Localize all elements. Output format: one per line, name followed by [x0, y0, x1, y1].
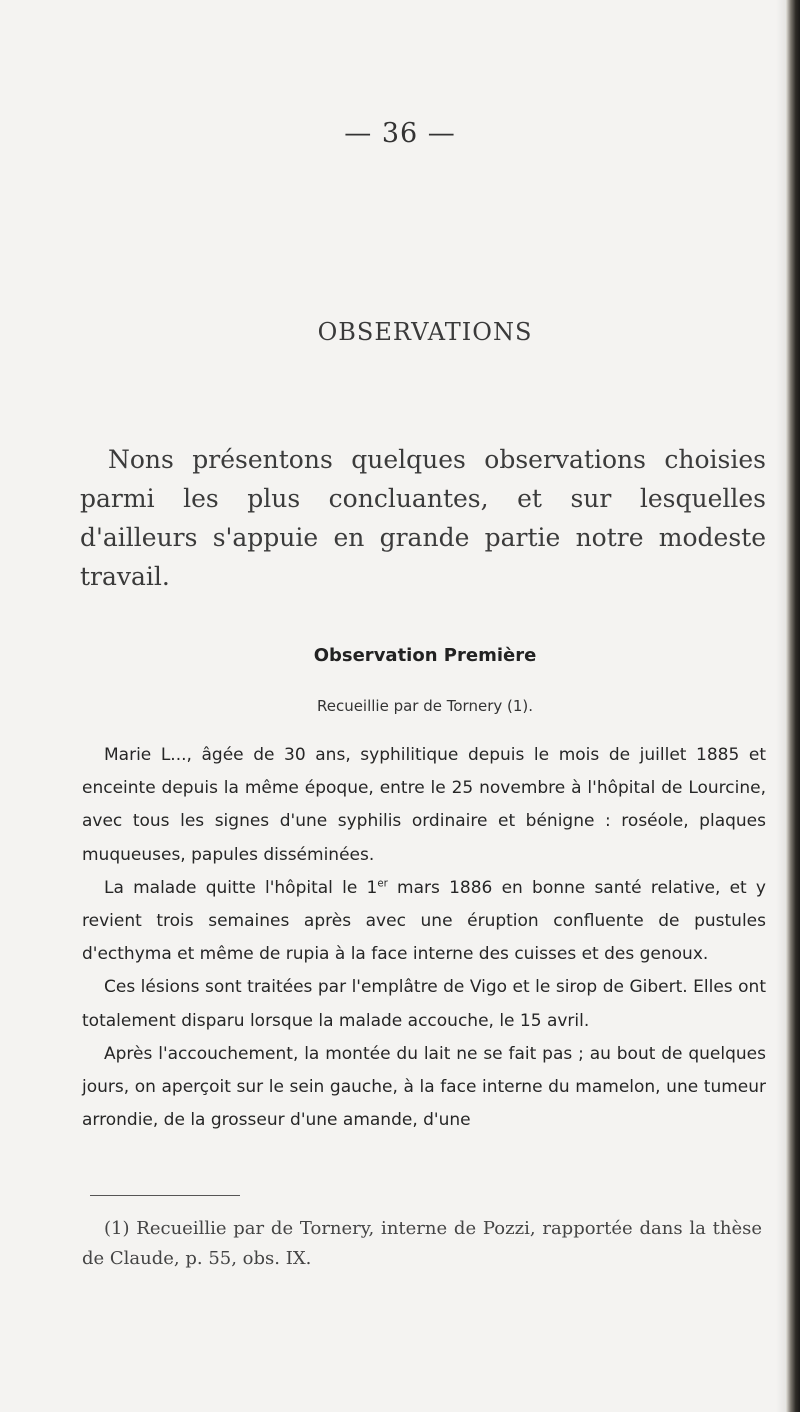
page-number: — 36 — — [344, 118, 456, 149]
observation-title: Observation Première — [313, 645, 537, 666]
body-text-run: mars 1886 en bonne santé relative, et y revient trois semaines après avec une éruption confluente de pustules d'ecthyma et même de rupia à la face interne des cuisses et des genoux. — [82, 877, 766, 965]
footnote-rule — [90, 1195, 240, 1196]
body-paragraph: Marie L..., âgée de 30 ans, syphilitique depuis le mois de juillet 1885 et enceinte depuis la même époque, entre le 25 novembre à l'hôpital de Lourcine, avec tous les signes d'une syphilis ordinaire et bénigne : roséole, plaques muqueuses, papules disséminées. — [82, 745, 766, 865]
intro-paragraph: Nons présentons quelques observations choisies parmi les plus concluantes, et sur lesquelles d'ailleurs s'appuie en grande partie notre modeste travail. — [80, 445, 766, 591]
section-title: OBSERVATIONS — [317, 318, 533, 346]
observation-body — [82, 739, 766, 1137]
body-paragraph — [82, 872, 766, 972]
body-paragraph: Ces lésions sont traitées par l'emplâtre de Vigo et le sirop de Gibert. Elles ont totalement disparu lorsque la malade accouche, le 15 avril. — [82, 977, 766, 1031]
observation-subtitle: Recueillie par de Tornery (1). — [316, 697, 534, 715]
superscript: er — [377, 878, 388, 890]
footnote: (1) Recueillie par de Tornery, interne de Pozzi, rapportée dans la thèse de Claude, p. 55, obs. IX. — [82, 1218, 762, 1269]
body-text-run: La malade quitte l'hôpital le 1 — [104, 877, 378, 898]
body-paragraph: Après l'accouchement, la montée du lait ne se fait pas ; au bout de quelques jours, on aperçoit sur le sein gauche, à la face interne du mamelon, une tumeur arrondie, de la grosseur d'une amande, d'une — [82, 1043, 766, 1131]
